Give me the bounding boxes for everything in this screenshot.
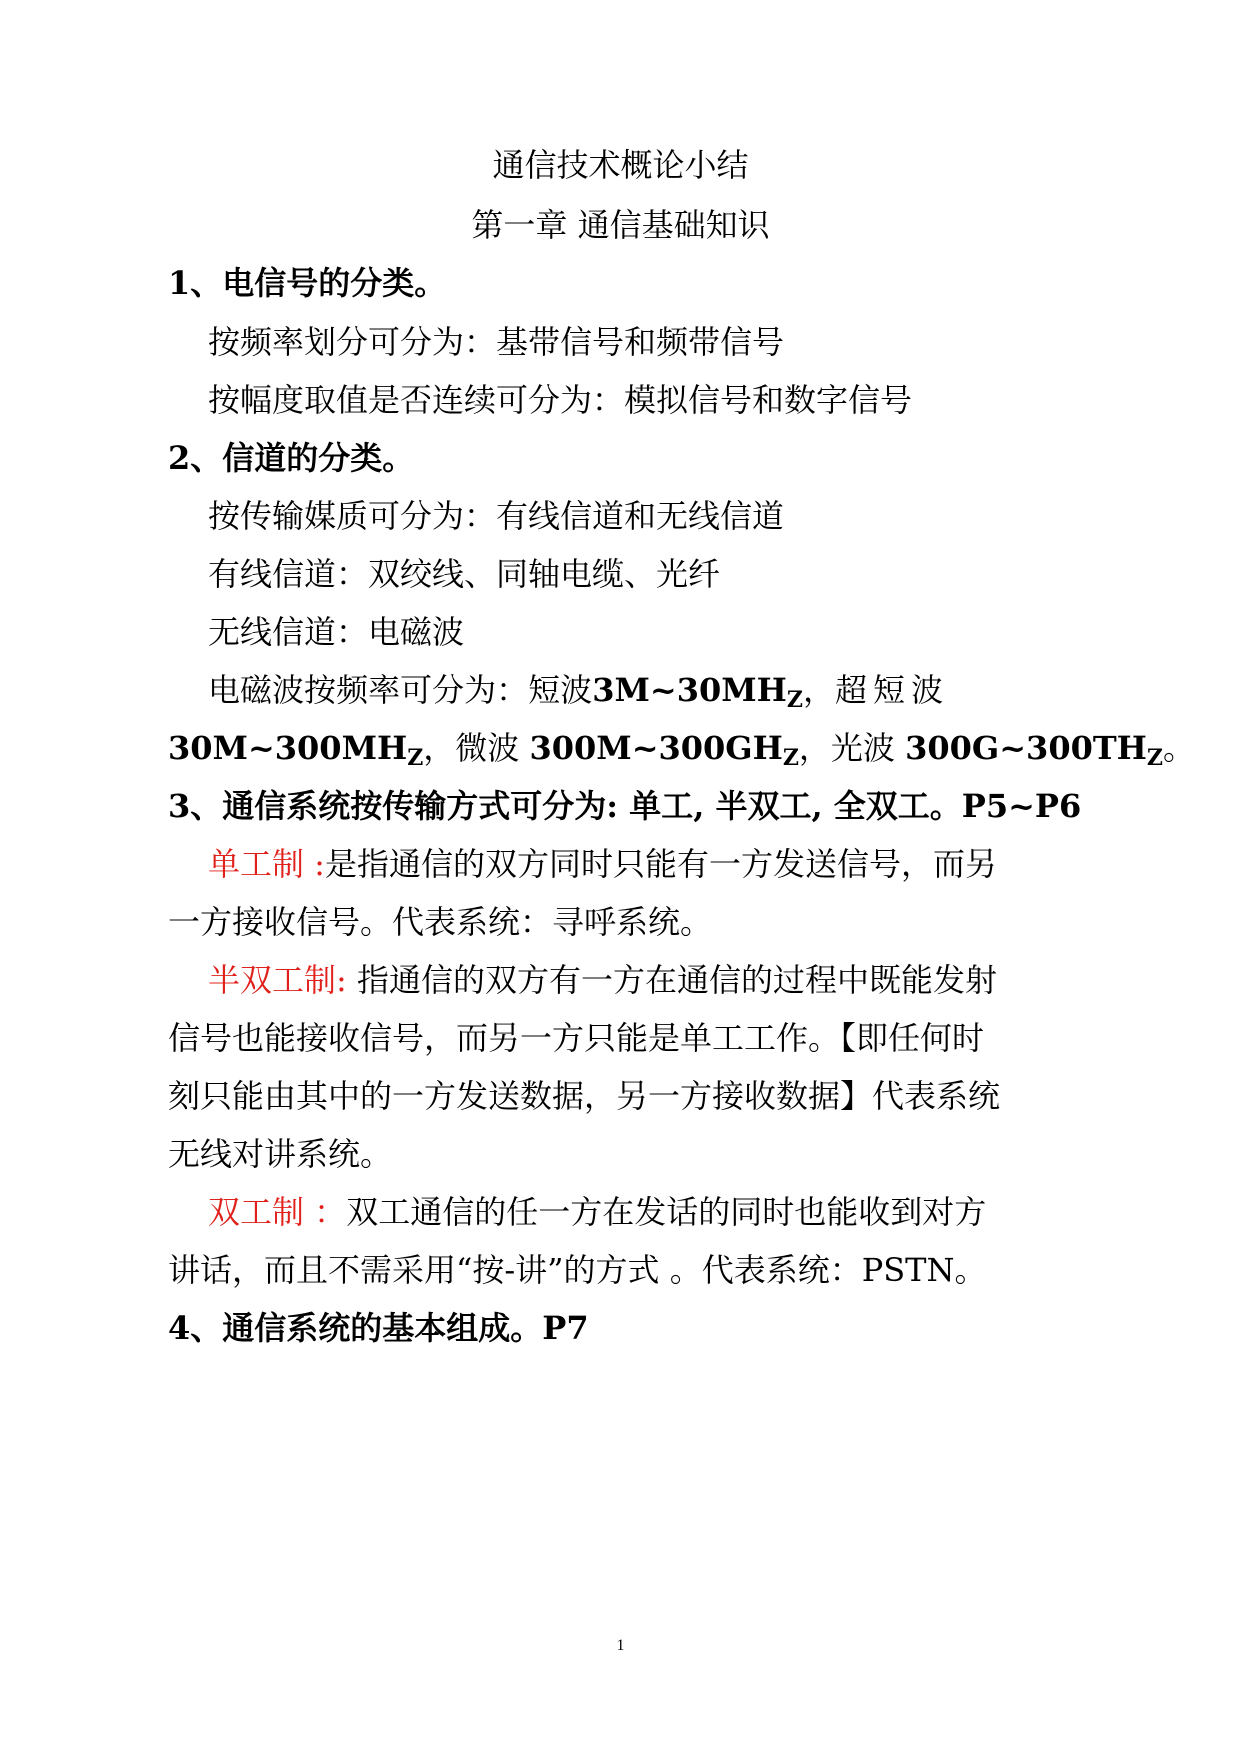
lightwave-unit: Z — [1146, 745, 1163, 771]
em-word: 可 — [400, 671, 433, 709]
simplex-text: 是指通信的双方同时只能有一方发送信号，而另 — [324, 845, 997, 883]
lightwave-range: 300G~300TH — [905, 729, 1147, 767]
section-1-heading: 1、电信号的分类。 — [168, 264, 447, 302]
uhf-range: 30M~300MH — [168, 729, 408, 767]
section-3-heading: 3、通信系统按传输方式可分为: 单工, 半双工, 全双工。P5~P6 — [168, 787, 1082, 825]
lightwave-label: ，光波 — [798, 729, 906, 767]
page-number: 1 — [616, 1637, 625, 1654]
simplex-paragraph-line-1 — [208, 844, 997, 884]
em-word: 磁 — [240, 671, 273, 709]
em-word: 为 — [464, 671, 497, 709]
section-1-line-1: 按频率划分可分为：基带信号和频带信号 — [208, 323, 785, 361]
section-2-line-3: 无线信道：电磁波 — [208, 613, 465, 651]
microwave-unit: Z — [782, 745, 799, 771]
chapter-title: 第一章 通信基础知识 — [471, 206, 770, 244]
half-duplex-paragraph-line-1 — [208, 960, 997, 1000]
shortwave-range-text: 3M~30MH — [592, 671, 787, 709]
half-duplex-paragraph-line-4: 无线对讲系统。 — [168, 1135, 393, 1173]
microwave-label: ，微波 — [423, 729, 530, 767]
section-2-heading: 2、信道的分类。 — [168, 439, 415, 477]
em-band-line-1 — [208, 670, 949, 720]
half-duplex-paragraph-line-2: 信号也能接收信号，而另一方只能是单工工作。【即任何时 — [168, 1019, 985, 1057]
em-word: 波 — [560, 671, 593, 709]
em-word: 分 — [432, 671, 465, 709]
em-word: 波 — [272, 671, 305, 709]
section-2-line-2: 有线信道：双绞线、同轴电缆、光纤 — [208, 555, 721, 593]
full-duplex-label: 双工制 ： — [208, 1193, 347, 1231]
em-word: 短 — [528, 671, 561, 709]
em-word: 频 — [336, 671, 369, 709]
half-duplex-label: 半双工制: — [208, 961, 347, 999]
em-word: 电 — [208, 671, 241, 709]
simplex-label: 单工制 : — [208, 845, 325, 883]
microwave-range: 300M~300GH — [529, 729, 783, 767]
em-word: 按 — [304, 671, 337, 709]
half-duplex-paragraph-line-3: 刻只能由其中的一方发送数据，另一方接收数据】代表系统 — [168, 1077, 1001, 1115]
em-word: ： — [496, 671, 529, 709]
section-1-line-2: 按幅度取值是否连续可分为：模拟信号和数字信号 — [208, 381, 913, 419]
half-duplex-text: 指通信的双方有一方在通信的过程中既能发射 — [346, 961, 997, 999]
em-band-line-2 — [168, 728, 1195, 778]
uhf-label: 超短波 — [834, 671, 949, 709]
simplex-paragraph-line-2: 一方接收信号。代表系统：寻呼系统。 — [168, 903, 713, 941]
em-word: 率 — [368, 671, 401, 709]
em-end: 。 — [1162, 729, 1195, 767]
shortwave-range — [592, 670, 803, 720]
document-title: 通信技术概论小结 — [492, 146, 749, 184]
full-duplex-paragraph-line-2: 讲话，而且不需采用“按-讲”的方式 。代表系统：PSTN。 — [168, 1251, 987, 1289]
em-comma: ， — [802, 671, 835, 709]
uhf-unit: Z — [407, 745, 424, 771]
section-4-heading: 4、通信系统的基本组成。P7 — [168, 1309, 589, 1347]
shortwave-unit: Z — [786, 687, 803, 713]
full-duplex-text: 双工通信的任一方在发话的同时也能收到对方 — [346, 1193, 987, 1231]
section-2-line-1: 按传输媒质可分为：有线信道和无线信道 — [208, 497, 785, 535]
full-duplex-paragraph-line-1 — [208, 1192, 986, 1232]
